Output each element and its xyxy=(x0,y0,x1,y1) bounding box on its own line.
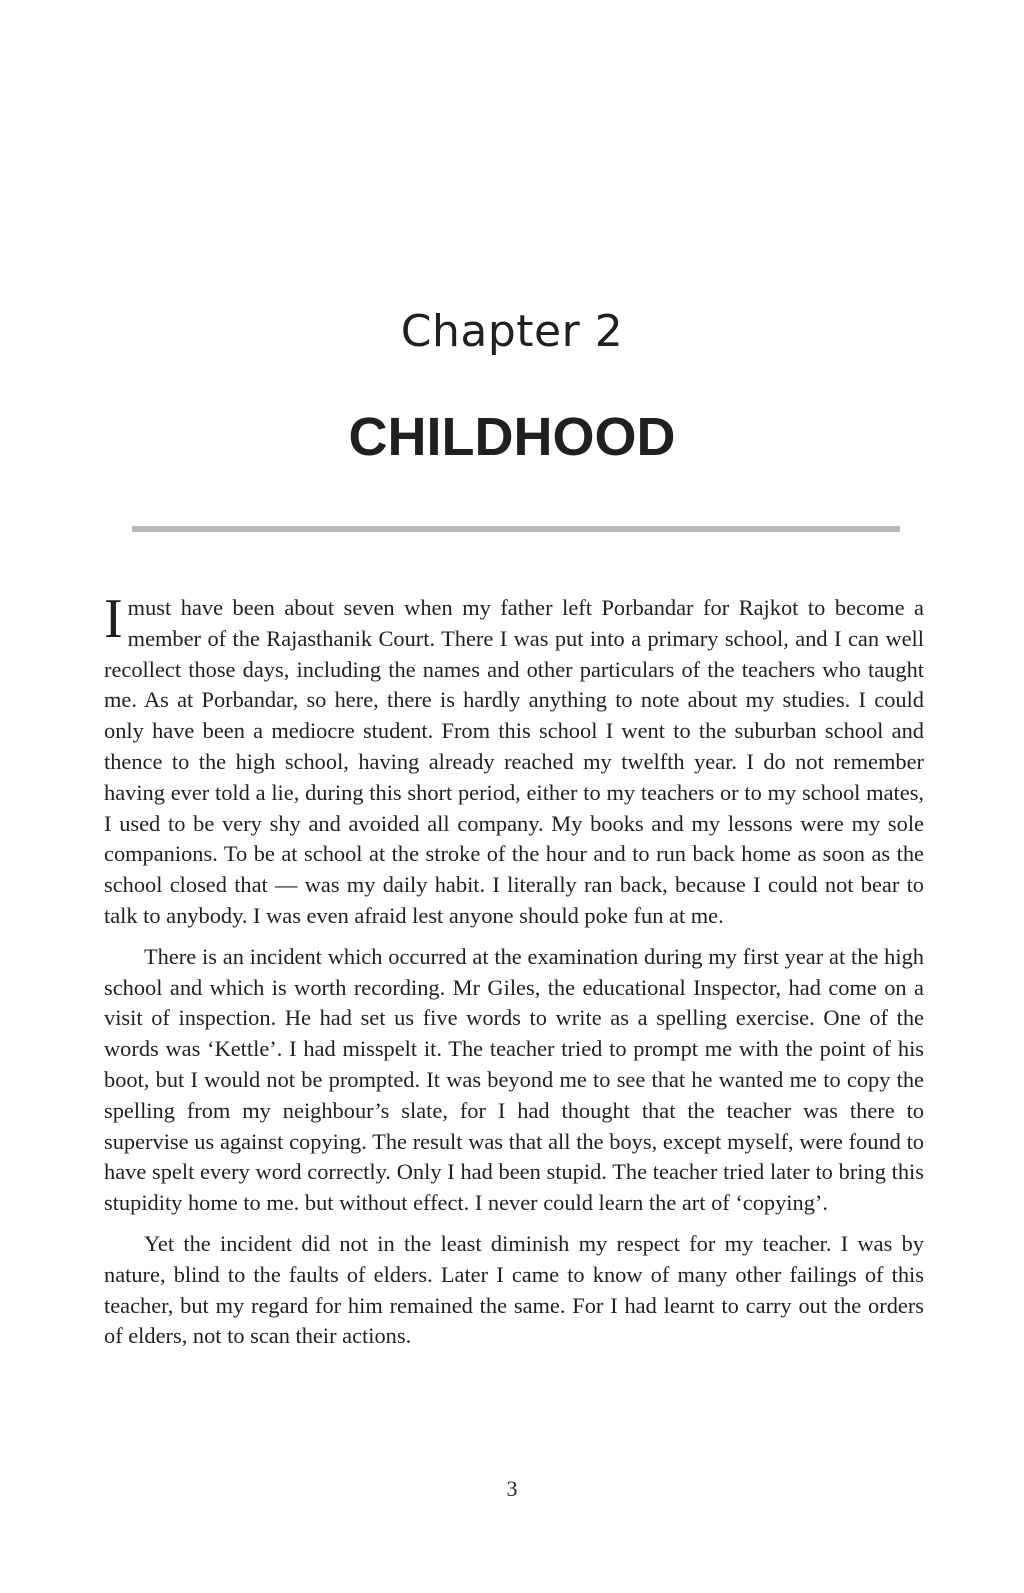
chapter-title: CHILDHOOD xyxy=(348,407,676,467)
chapter-number: Chapter 2 xyxy=(400,306,624,357)
paragraph-2: There is an incident which occurred at the examination during my first year at the high school and which is worth recording. Mr Giles, the educational Inspector, had come on a visit of inspection. He had set us five words to write as a spelling exercise. One of the words was ‘Kettle’. I had misspelt it. The teacher tried to prompt me with the point of his boot, but I would not be prompted. It was beyond me to see that he wanted me to copy the spelling from my neighbour’s slate, for I had thought that the teacher was there to supervise us against copying. The result was that all the boys, except myself, were found to have spelt every word correctly. Only I had been stupid. The teacher tried later to bring this stupidity home to me. but without effect. I never could learn the art of ‘copying’. xyxy=(104,943,924,1216)
paragraph-1 xyxy=(104,588,924,932)
paragraph-1-text: must have been about seven when my father left Porbandar for Rajkot to become a member of the Rajasthanik Court. There I was put into a primary school, and I can well recollect those days, including the names and other particulars of the teachers who taught me. As at Porbandar, so here, there is hardly anything to note about my studies. I could only have been a mediocre student. From this school I went to the suburban school and thence to the high school, having already reached my twelfth year. I do not remember having ever told a lie, during this short period, either to my teachers or to my school mates, I used to be very shy and avoided all company. My books and my lessons were my sole companions. To be at school at the stroke of the hour and to run back home as soon as the school closed that — was my daily habit. I literally ran back, because I could not bear to talk to anybody. I was even afraid lest anyone should poke fun at me. xyxy=(104,595,924,928)
paragraph-3: Yet the incident did not in the least diminish my respect for my teacher. I was by nature, blind to the faults of elders. Later I came to know of many other failings of this teacher, but my regard for him remained the same. For I had learnt to carry out the orders of elders, not to scan their actions. xyxy=(104,1230,924,1349)
title-divider xyxy=(132,526,900,532)
drop-cap: I xyxy=(104,588,123,650)
chapter-body xyxy=(104,588,924,1362)
page-number: 3 xyxy=(506,1476,518,1501)
